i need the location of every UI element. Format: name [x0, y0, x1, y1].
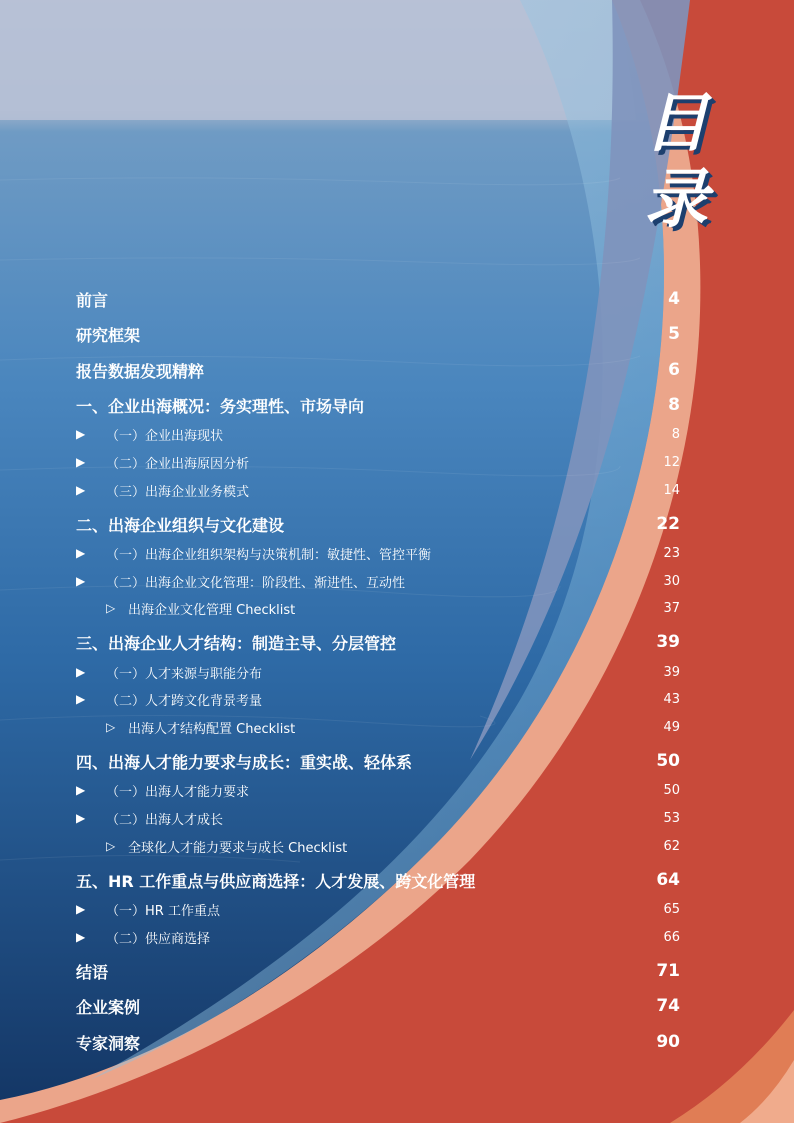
- toc-entry-label: 研究框架: [76, 325, 141, 345]
- toc-entry[interactable]: [76, 869, 680, 891]
- toc-entry-page: 49: [663, 719, 680, 735]
- toc-entry-label: （二）人才跨文化背景考量: [106, 693, 263, 709]
- toc-entry-page: 39: [663, 664, 680, 680]
- filled-arrow-icon: ▶: [76, 692, 86, 706]
- toc-entry-label: 报告数据发现精粹: [76, 361, 205, 381]
- toc-entry[interactable]: [76, 928, 680, 946]
- outline-arrow-icon: ▷: [106, 720, 116, 734]
- toc-entry[interactable]: [76, 513, 680, 535]
- toc-entry-page: 30: [663, 573, 680, 589]
- toc-entry[interactable]: [76, 663, 680, 681]
- toc-entry-page: 14: [663, 482, 680, 498]
- filled-arrow-icon: ▶: [76, 902, 86, 916]
- toc-entry[interactable]: [76, 323, 680, 345]
- filled-arrow-icon: ▶: [76, 665, 86, 679]
- toc-entry-page: 5: [668, 324, 680, 344]
- toc-entry[interactable]: [76, 359, 680, 381]
- toc-entry-label: （一）企业出海现状: [106, 428, 224, 444]
- toc-entry-label: （一）出海人才能力要求: [106, 784, 250, 800]
- toc-entry-label: 专家洞察: [76, 1033, 141, 1053]
- toc-entry-page: 23: [663, 545, 680, 561]
- toc-entry[interactable]: [76, 960, 680, 982]
- toc-entry-label: 三、出海企业人才结构：制造主导、分层管控: [76, 633, 397, 653]
- toc-entry-label: （二）出海人才成长: [106, 812, 224, 828]
- toc-title-char-2: 录: [644, 163, 708, 237]
- filled-arrow-icon: ▶: [76, 455, 86, 469]
- toc-entry-label: （二）出海企业文化管理：阶段性、渐进性、互动性: [106, 575, 406, 591]
- toc-entry-label: 二、出海企业组织与文化建设: [76, 515, 285, 535]
- toc-entry[interactable]: [76, 690, 680, 708]
- toc-entry-page: 22: [656, 514, 680, 534]
- toc-entry-label: （一）人才来源与职能分布: [106, 666, 263, 682]
- toc-entry-label: （一）HR 工作重点: [106, 903, 220, 919]
- filled-arrow-icon: ▶: [76, 783, 86, 797]
- toc-entry-label: （二）供应商选择: [106, 931, 211, 947]
- toc-entry-page: 66: [663, 929, 680, 945]
- toc-entry-label: （二）企业出海原因分析: [106, 456, 250, 472]
- toc-entry-page: 12: [663, 454, 680, 470]
- toc-entry-page: 4: [668, 289, 680, 309]
- toc-entry-label: 出海人才结构配置 Checklist: [128, 721, 296, 737]
- toc-entry-page: 39: [656, 632, 680, 652]
- toc-entry-label: 五、HR 工作重点与供应商选择：人才发展、跨文化管理: [76, 871, 476, 891]
- toc-entry-label: 一、企业出海概况：务实理性、市场导向: [76, 396, 365, 416]
- outline-arrow-icon: ▷: [106, 601, 116, 615]
- toc-entry-label: （一）出海企业组织架构与决策机制：敏捷性、管控平衡: [106, 547, 432, 563]
- toc-entry-page: 8: [668, 395, 680, 415]
- filled-arrow-icon: ▶: [76, 483, 86, 497]
- toc-entry-page: 50: [663, 782, 680, 798]
- toc-entry[interactable]: [76, 599, 680, 617]
- toc-entry[interactable]: [76, 900, 680, 918]
- toc-entry[interactable]: [76, 631, 680, 653]
- toc-entry-page: 50: [656, 751, 680, 771]
- toc-entry-label: 四、出海人才能力要求与成长：重实战、轻体系: [76, 752, 413, 772]
- filled-arrow-icon: ▶: [76, 427, 86, 441]
- toc-entry-page: 90: [656, 1032, 680, 1052]
- toc-entry-page: 6: [668, 360, 680, 380]
- toc-entry-label: 前言: [76, 290, 109, 310]
- outline-arrow-icon: ▷: [106, 839, 116, 853]
- toc-entry-label: 出海企业文化管理 Checklist: [128, 602, 296, 618]
- toc-entry[interactable]: [76, 837, 680, 855]
- toc-entry[interactable]: [76, 481, 680, 499]
- toc-entry[interactable]: [76, 572, 680, 590]
- filled-arrow-icon: ▶: [76, 811, 86, 825]
- filled-arrow-icon: ▶: [76, 574, 86, 588]
- toc-entry-label: 结语: [76, 962, 109, 982]
- toc-entry[interactable]: [76, 288, 680, 310]
- toc-entry-page: 8: [671, 426, 680, 442]
- toc-entry-page: 43: [663, 691, 680, 707]
- toc-title-char-1: 目: [644, 87, 708, 161]
- toc-entry-page: 65: [663, 901, 680, 917]
- toc-entry[interactable]: [76, 809, 680, 827]
- toc-entry[interactable]: [76, 453, 680, 471]
- toc-entry-label: 企业案例: [76, 997, 141, 1017]
- toc-entry-label: 全球化人才能力要求与成长 Checklist: [128, 840, 348, 856]
- toc-entry[interactable]: [76, 425, 680, 443]
- toc-entry-page: 74: [656, 996, 680, 1016]
- toc-entry[interactable]: [76, 995, 680, 1017]
- toc-entry[interactable]: [76, 1031, 680, 1053]
- toc-entry[interactable]: [76, 718, 680, 736]
- toc-entry-page: 37: [663, 600, 680, 616]
- filled-arrow-icon: ▶: [76, 930, 86, 944]
- filled-arrow-icon: ▶: [76, 546, 86, 560]
- toc-entry-page: 71: [656, 961, 680, 981]
- toc-entry-page: 53: [663, 810, 680, 826]
- toc-entry-page: 64: [656, 870, 680, 890]
- toc-entry[interactable]: [76, 544, 680, 562]
- toc-entry-page: 62: [663, 838, 680, 854]
- toc-entry[interactable]: [76, 781, 680, 799]
- toc-entry[interactable]: [76, 394, 680, 416]
- toc-entry[interactable]: [76, 750, 680, 772]
- toc-entry-label: （三）出海企业业务模式: [106, 484, 250, 500]
